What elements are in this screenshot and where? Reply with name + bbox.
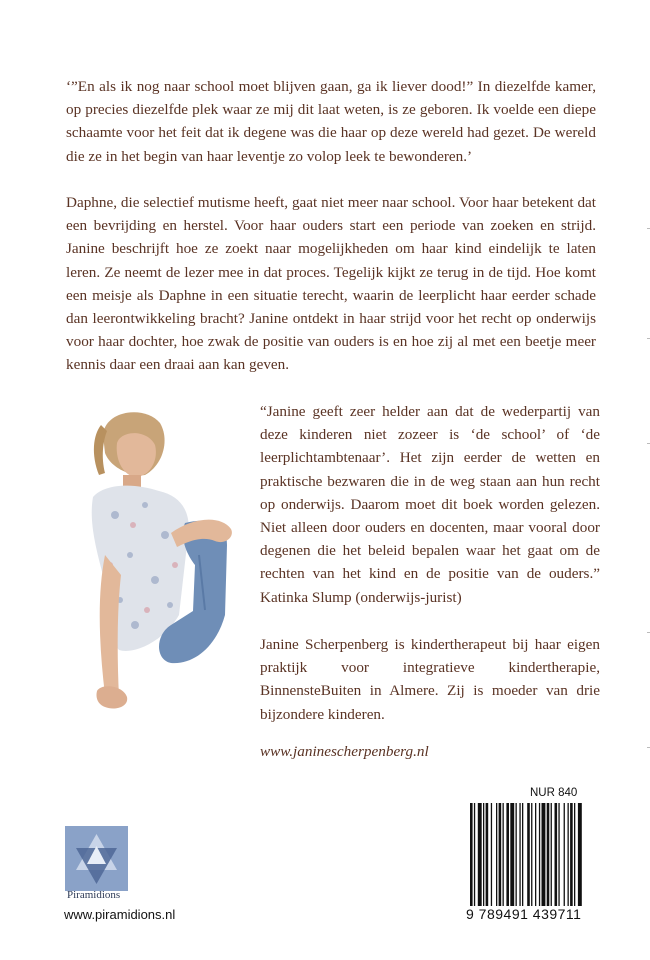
barcode-bar [547,803,550,906]
isbn-number: 9 789491 439711 [466,906,582,922]
barcode-bar [527,803,530,906]
barcode-bar [551,803,552,906]
barcode-bar [539,803,540,906]
barcode-bar [531,803,532,906]
barcode-bar [483,803,484,906]
barcode-bar [496,803,497,906]
blurb-paragraph-2: Daphne, die selectief mutisme heeft, gaat niet meer naar school. Voor haar betekent dat een bevrijding en herstel. Voor haar ouders start een periode van zoeken en strijd. Janine beschrijft hoe ze zoekt naar mogelijkheden om haar kind eindelijk te laten leren. Ze neemt de lezer mee in dat proces. Tegelijk kijkt ze terug in de tijd. Hoe komt een meisje als Daphne in een situatie terecht, waarin de leerplicht haar eerder schade dan leerontwikkeling bracht? Janine ontdekt in haar strijd voor het recht op onderwijs voor haar dochter, hoe zwak de positie van ouders is en hoe zij al met een beetje meer kennis daar een draai aan kan geven. [66,194,596,374]
author-bio: Janine Scherpenberg is kindertherapeut bij haar eigen praktijk voor integratieve kindertherapie, BinnensteBuiten in Almere. Zij is moeder van drie bijzondere kinderen. [260,636,600,723]
barcode-bar [491,803,492,906]
barcode-bar [568,803,569,906]
barcode-bar [535,803,536,906]
barcode-bar [519,803,520,906]
publisher-logo [65,826,128,891]
barcode-bar [516,803,517,906]
barcode-bar [542,803,546,906]
barcode-bar [470,803,473,906]
barcode-bar [503,803,504,906]
nur-code: NUR 840 [530,787,578,799]
author-website[interactable]: www.janinescherpenberg.nl [260,743,429,760]
barcode-bar [564,803,565,906]
barcode-bar [570,803,573,906]
barcode-bar [578,803,582,906]
barcode-bar [478,803,482,906]
barcode-bar [574,803,575,906]
barcode-bar [474,803,475,906]
barcode-bar [486,803,489,906]
barcode-bar [510,803,514,906]
blurb-paragraph-1: ‘”En als ik nog naar school moet blijven gaan, ga ik liever dood!” In diezelfde kamer, op precies diezelfde plek waar ze mij dit laat weten, is ze geboren. Ik voelde een diepe schaamte voor het feit dat ik degene was die haar op deze wereld had gezet. De wereld die ze in het begin van haar leventje zo volop leek te bewonderen.’ [66,78,596,165]
barcode-bar [555,803,558,906]
barcode-bar [499,803,502,906]
publisher-name: Piramidions [67,889,121,901]
barcode-bar [522,803,523,906]
barcode-bar [506,803,509,906]
publisher-website[interactable]: www.piramidions.nl [64,907,176,922]
barcode [470,803,620,906]
review-quote: “Janine geeft zeer helder aan dat de wederpartij van deze kinderen niet zozeer is ‘de school’ of ‘de leerplichtambtenaar’. Het zijn eerder de wetten en praktische bezwaren die in de weg staan aan hun recht op onderwijs. Daarom moet dit boek worden gelezen. Niet alleen door ouders en docenten, maar vooral door degenen die het beleid bepalen waar het gaat om de rechten van het kind en de positie van de ouders.” Katinka Slump (onderwijs-jurist) [260,403,600,606]
barcode-bar [558,803,559,906]
author-photo [75,405,240,735]
